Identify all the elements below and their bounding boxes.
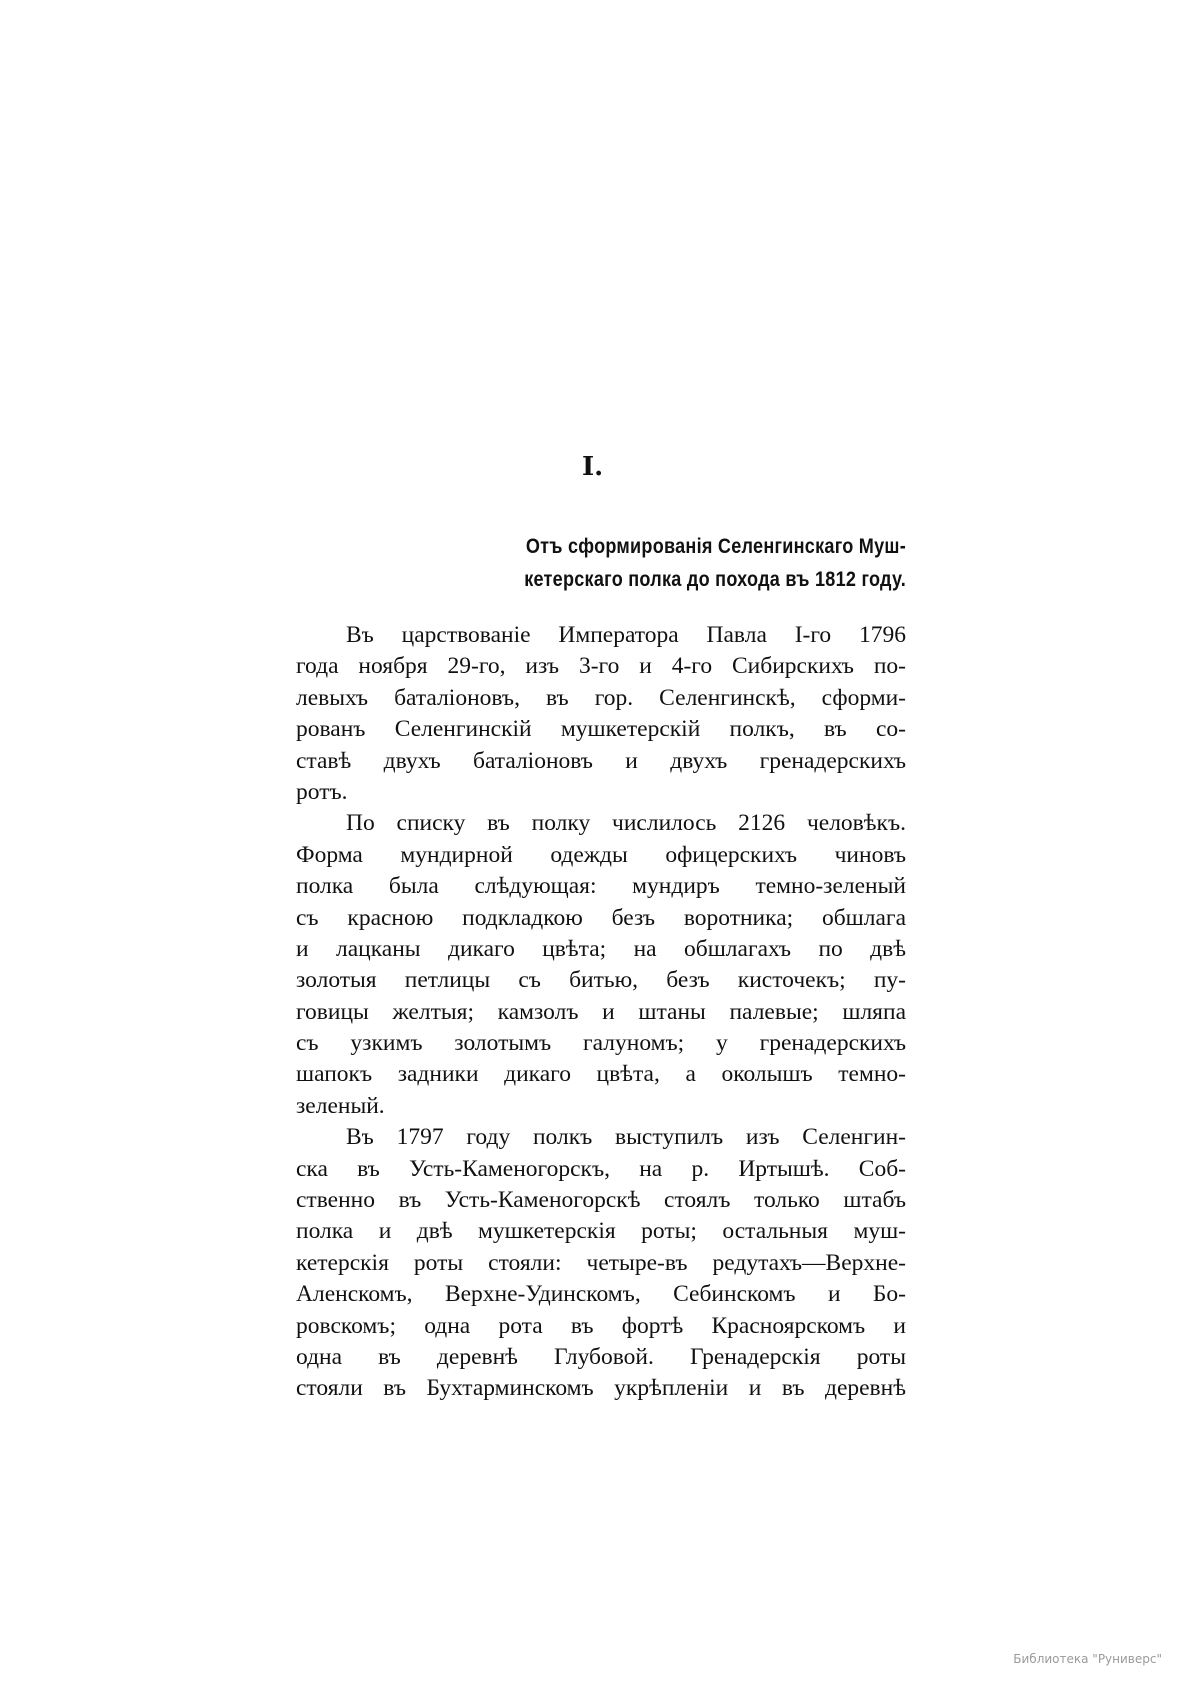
text-line: По списку въ полку числилось 2126 человѣкъ.: [346, 810, 906, 837]
text-line: говицы желтыя; камзолъ и штаны палевые; шляпа: [296, 998, 906, 1025]
text-line: ставѣ двухъ баталіоновъ и двухъ гренадерскихъ: [296, 747, 906, 774]
text-line: Въ 1797 году полкъ выступилъ изъ Селенгин-: [346, 1124, 906, 1151]
text-line: одна въ деревнѣ Глубовой. Гренадерскія роты: [296, 1343, 906, 1370]
paragraph: [296, 1122, 906, 1405]
text-line: шапокъ задники дикаго цвѣта, а околышъ темно-: [296, 1061, 906, 1088]
text-line: ротъ.: [296, 778, 348, 805]
text-line: ровскомъ; одна рота въ фортѣ Красноярскомъ и: [296, 1312, 906, 1339]
text-line: Аленскомъ, Верхне-Удинскомъ, Себинскомъ и Бо-: [296, 1281, 906, 1308]
library-watermark: Библиотека "Руниверс": [1013, 1652, 1162, 1666]
text-line: Въ царствованіе Императора Павла І-го 1796: [346, 622, 906, 648]
text-line: полка и двѣ мушкетерскія роты; остальныя муш-: [296, 1218, 906, 1245]
heading-line: кетерскаго полка до похода въ 1812 году.: [524, 568, 906, 591]
text-line: кетерскія роты стояли: четыре-въ редутахъ—Верхне-: [296, 1249, 906, 1276]
heading-line: Отъ сформированія Селенгинскаго Муш-: [525, 535, 906, 558]
text-line: рованъ Селенгинскій мушкетерскій полкъ, въ со-: [296, 716, 906, 743]
body-text: [296, 620, 906, 1405]
chapter-heading: [505, 530, 906, 596]
text-line: стояли въ Бухтарминскомъ укрѣпленіи и въ деревнѣ: [296, 1375, 906, 1402]
text-line: левыхъ баталіоновъ, въ гор. Селенгинскѣ, сформи-: [296, 684, 906, 711]
text-line: Форма мундирной одежды офицерскихъ чиновъ: [296, 841, 906, 868]
text-line: съ узкимъ золотымъ галуномъ; у гренадерскихъ: [296, 1030, 906, 1057]
paragraph: [296, 808, 906, 1122]
text-line: полка была слѣдующая: мундиръ темно-зеленый: [296, 873, 906, 900]
paragraph: [296, 620, 906, 808]
chapter-number: I.: [582, 452, 604, 482]
text-line: ска въ Усть-Каменогорскъ, на р. Иртышѣ. Соб-: [296, 1155, 906, 1182]
text-line: зеленый.: [296, 1092, 385, 1119]
text-line: и лацканы дикаго цвѣта; на обшлагахъ по двѣ: [296, 935, 906, 962]
text-line: съ красною подкладкою безъ воротника; обшлага: [296, 904, 906, 931]
text-line: ственно въ Усть-Каменогорскѣ стоялъ только штабъ: [296, 1187, 906, 1214]
text-line: золотыя петлицы съ битью, безъ кисточекъ; пу-: [296, 967, 906, 994]
text-line: года ноября 29-го, изъ 3-го и 4-го Сибирскихъ по-: [296, 653, 906, 680]
